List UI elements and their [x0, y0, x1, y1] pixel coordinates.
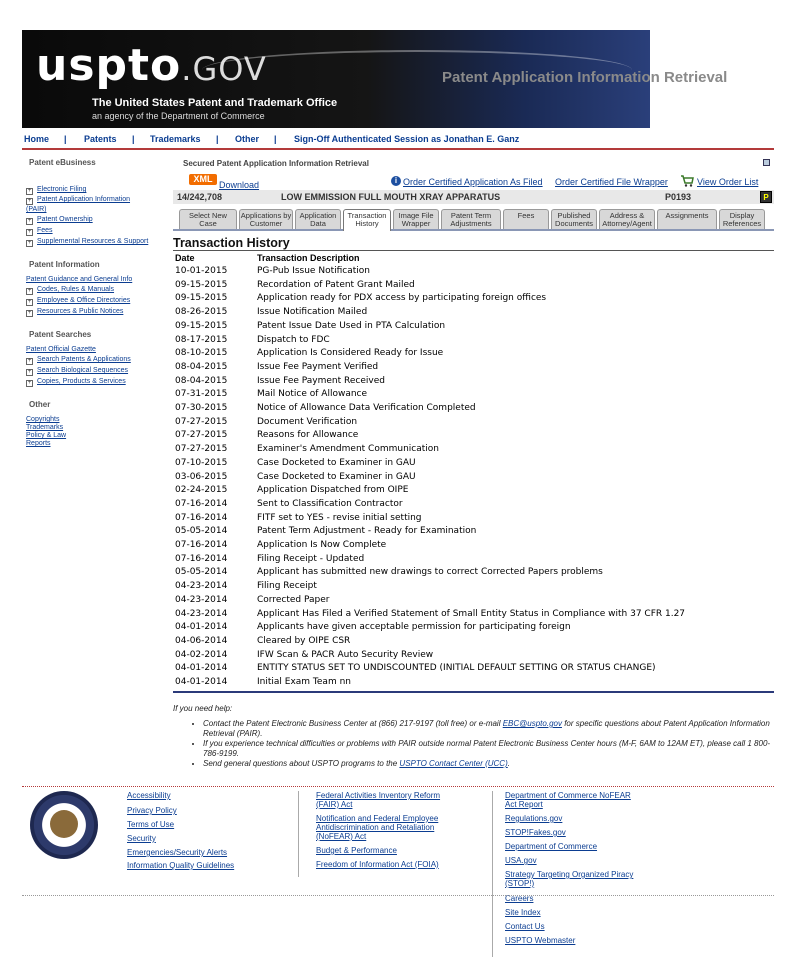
tab-applications-by-customer[interactable]: Applications by Customer: [240, 211, 292, 228]
footer-link[interactable]: Terms of Use: [127, 820, 175, 829]
transaction-date: 08-04-2015: [175, 361, 228, 372]
transaction-date: 04-02-2014: [175, 649, 228, 660]
sidebar-item-copies[interactable]: + Copies, Products & Services: [27, 378, 126, 386]
minimize-icon[interactable]: [763, 159, 770, 166]
footer-mid-rule: [22, 895, 774, 896]
expand-icon[interactable]: +: [27, 369, 32, 375]
application-number: 14/242,708: [177, 192, 223, 202]
transaction-description: Mail Notice of Allowance: [257, 389, 368, 400]
transaction-date: 05-05-2014: [175, 526, 228, 537]
footer-link[interactable]: Federal Activities Inventory Reform: [316, 791, 441, 800]
transaction-date: 07-30-2015: [175, 403, 228, 413]
transaction-date: 10-01-2015: [175, 266, 228, 276]
view-order-list-link[interactable]: View Order List: [697, 177, 759, 187]
tab-bar: [173, 209, 774, 231]
transaction-description: Applicant has submitted new drawings to correct Corrected Papers problems: [257, 567, 603, 578]
sidebar-item-codes[interactable]: + Codes, Rules & Manuals: [27, 286, 115, 294]
transaction-date: 07-10-2015: [175, 457, 228, 468]
nav-trademarks[interactable]: Trademarks: [150, 134, 201, 144]
download-link[interactable]: Download: [219, 180, 260, 190]
transaction-description: Patent Issue Date Used in PTA Calculation: [257, 320, 446, 331]
sidebar-item-trademarks[interactable]: Trademarks: [26, 424, 64, 431]
transaction-date: 03-06-2015: [175, 471, 228, 482]
footer-link[interactable]: Careers: [505, 894, 534, 903]
order-certified-file-wrapper-link[interactable]: Order Certified File Wrapper: [555, 177, 668, 187]
transaction-date: 05-05-2014: [175, 567, 228, 578]
sidebar-heading-info: Patent Information: [29, 260, 100, 269]
footer-link[interactable]: Department of Commerce: [505, 842, 598, 851]
expand-icon[interactable]: +: [27, 310, 32, 316]
sidebar-item-gazette[interactable]: Patent Official Gazette: [26, 346, 96, 353]
eagle-icon: [50, 810, 78, 838]
transaction-description: Corrected Paper: [257, 594, 330, 605]
footer-link[interactable]: STOP!Fakes.gov: [505, 828, 566, 837]
nav-separator: |: [274, 134, 277, 144]
transaction-date: 04-06-2014: [175, 635, 228, 646]
tab-published-documents[interactable]: Published Documents: [551, 209, 597, 229]
transaction-description: Application Is Considered Ready for Issue: [257, 348, 444, 359]
help-item: • If you experience technical difficulties or problems with PAIR outside normal Patent Electronic Business Center hours (M-F, 6AM to 12AM ET), please call 1 800-786-9199.: [203, 739, 774, 758]
transaction-date: 08-26-2015: [175, 307, 228, 318]
transaction-description: Application Is Now Complete: [257, 540, 387, 550]
transaction-date: 07-27-2015: [175, 430, 228, 441]
tab-image-file-wrapper[interactable]: Image File Wrapper: [393, 209, 439, 229]
tab-transaction-history[interactable]: Transaction History: [343, 209, 391, 231]
transaction-description: FITF set to YES - revise initial setting: [257, 512, 422, 523]
transaction-date: 09-15-2015: [175, 279, 228, 290]
transaction-description: PG-Pub Issue Notification: [257, 266, 370, 276]
tab-fees[interactable]: Fees: [503, 209, 549, 229]
transaction-description: Sent to Classification Contractor: [257, 498, 403, 509]
transaction-date: 07-16-2014: [175, 553, 228, 564]
transaction-description: ENTITY STATUS SET TO UNDISCOUNTED (INITIAL DEFAULT SETTING OR STATUS CHANGE): [257, 663, 656, 674]
transaction-date: 08-17-2015: [175, 334, 228, 345]
transaction-date: 07-16-2014: [175, 498, 228, 509]
transaction-description: Filing Receipt - Updated: [257, 553, 365, 564]
case-info-bar: [173, 190, 774, 204]
transaction-date: 04-01-2014: [175, 622, 228, 633]
docket-number: P0193: [665, 192, 692, 202]
footer-link[interactable]: (STOP!): [505, 879, 535, 888]
nav-signoff[interactable]: Sign-Off Authenticated Session as Jonathan E. Ganz: [294, 134, 520, 144]
sidebar-heading-other: Other: [29, 400, 51, 409]
footer-link[interactable]: (NoFEAR) Act: [316, 832, 367, 841]
transaction-date: 04-01-2014: [175, 663, 228, 674]
info-icon: i: [391, 176, 401, 186]
expand-icon[interactable]: +: [27, 240, 32, 246]
transaction-date: 07-27-2015: [175, 416, 228, 427]
transaction-description: IFW Scan & PACR Auto Security Review: [257, 649, 434, 660]
expand-icon[interactable]: +: [27, 218, 32, 224]
order-certified-application-link[interactable]: Order Certified Application As Filed: [403, 177, 543, 187]
expand-icon[interactable]: +: [27, 288, 32, 294]
pdf-icon[interactable]: P: [760, 191, 772, 203]
footer-link[interactable]: Antidiscrimination and Retaliation: [316, 823, 435, 832]
sidebar-item-bio-sequences[interactable]: + Search Biological Sequences: [27, 367, 129, 375]
footer-link[interactable]: Emergencies/Security Alerts: [127, 848, 228, 857]
tab-assignments[interactable]: Assignments: [657, 209, 717, 229]
footer-link[interactable]: Freedom of Information Act (FOIA): [316, 860, 439, 869]
top-nav: [22, 132, 774, 148]
tab-display-references[interactable]: Display References: [719, 209, 765, 229]
transaction-description: Notice of Allowance Data Verification Completed: [257, 403, 476, 413]
contact-center-link[interactable]: USPTO Contact Center (UCC): [399, 759, 508, 768]
help-lead: If you need help:: [173, 704, 233, 713]
sidebar-item-supplemental[interactable]: + Supplemental Resources & Support: [27, 238, 149, 246]
nav-home[interactable]: Home: [24, 134, 50, 144]
transaction-date: 07-27-2015: [175, 444, 228, 455]
footer-divider: [298, 791, 299, 877]
expand-icon[interactable]: +: [27, 188, 32, 194]
footer-link[interactable]: Department of Commerce NoFEAR: [505, 791, 631, 800]
title-rule: [173, 250, 774, 251]
footer-link[interactable]: Notification and Federal Employee: [316, 814, 439, 823]
help-item: • Contact the Patent Electronic Business Center at (866) 217-9197 (toll free) or e-mail EBC@uspto.gov for specific questions about Patent Application Information Retrieval (PAIR).: [203, 719, 774, 738]
expand-icon[interactable]: +: [27, 198, 32, 204]
uspto-seal: [30, 791, 98, 859]
transaction-date: 02-24-2015: [175, 485, 228, 496]
transaction-description: Case Docketed to Examiner in GAU: [257, 471, 416, 482]
tab-patent-term-adjustments[interactable]: Patent Term Adjustments: [441, 209, 501, 229]
transaction-description: Applicant Has Filed a Verified Statement of Small Entity Status in Compliance with 37 CFR 1.27: [257, 608, 686, 619]
footer-link[interactable]: Contact Us: [505, 922, 545, 931]
transaction-description: Document Verification: [257, 416, 358, 427]
nav-separator: |: [132, 134, 135, 144]
uspto-logo[interactable]: uspto.GOV: [36, 40, 267, 91]
transaction-date: 04-23-2014: [175, 608, 228, 619]
sidebar-item-copyrights[interactable]: Copyrights: [26, 416, 60, 423]
expand-icon[interactable]: +: [27, 380, 32, 386]
tab-select-new-case[interactable]: Select New Case: [179, 209, 237, 229]
transaction-description: Dispatch to FDC: [257, 334, 330, 345]
sidebar-item-patent-ownership[interactable]: + Patent Ownership: [27, 216, 93, 224]
application-title: LOW EMMISSION FULL MOUTH XRAY APPARATUS: [281, 192, 501, 202]
tab-address-attorney[interactable]: Address & Attorney/Agent: [599, 209, 655, 229]
nav-rule: [22, 148, 774, 150]
app-title: Patent Application Information Retrieval: [442, 69, 728, 86]
sidebar-item-electronic-filing[interactable]: + Electronic Filing: [27, 186, 87, 194]
column-header-description: Transaction Description: [257, 253, 360, 263]
footer-link[interactable]: Regulations.gov: [505, 814, 563, 823]
transaction-description: Case Docketed to Examiner in GAU: [257, 457, 416, 468]
transaction-description: Application Dispatched from OIPE: [257, 485, 409, 496]
transaction-description: Reasons for Allowance: [257, 430, 359, 441]
nav-patents[interactable]: Patents: [84, 134, 117, 144]
transaction-date: 04-23-2014: [175, 581, 228, 592]
nav-separator: |: [216, 134, 219, 144]
xml-icon[interactable]: XML: [189, 174, 217, 185]
footer-divider: [492, 791, 493, 957]
transaction-description: Application ready for PDX access by participating foreign offices: [257, 293, 547, 304]
ebc-email-link[interactable]: EBC@uspto.gov: [502, 719, 562, 728]
sidebar-heading-searches: Patent Searches: [29, 330, 92, 339]
sidebar-item-pair[interactable]: + Patent Application Information: [27, 196, 131, 204]
help-item: • Send general questions about USPTO programs to the USPTO Contact Center (UCC).: [203, 759, 774, 769]
transaction-date: 08-10-2015: [175, 348, 228, 359]
footer-link[interactable]: Privacy Policy: [127, 806, 177, 815]
sidebar-item-policy[interactable]: Policy & Law: [26, 432, 67, 439]
nav-separator: |: [64, 134, 67, 144]
transaction-description: Patent Term Adjustment - Ready for Examination: [257, 526, 477, 537]
transaction-description: Recordation of Patent Grant Mailed: [257, 279, 415, 290]
footer-link[interactable]: Accessibility: [127, 791, 171, 800]
transaction-date: 09-15-2015: [175, 293, 228, 304]
tab-application-data[interactable]: Application Data: [295, 209, 341, 229]
footer-link[interactable]: USA.gov: [505, 856, 537, 865]
secured-title: Secured Patent Application Information Retrieval: [183, 159, 369, 168]
footer-link[interactable]: Act Report: [505, 800, 543, 809]
transaction-description: Issue Fee Payment Verified: [257, 361, 379, 372]
sidebar-item-resources[interactable]: + Resources & Public Notices: [27, 308, 124, 316]
sidebar-item-pair-abbr[interactable]: (PAIR): [26, 206, 47, 213]
transaction-date: 08-04-2015: [175, 375, 228, 386]
footer-link[interactable]: Budget & Performance: [316, 846, 397, 855]
transaction-date: 04-01-2014: [175, 677, 228, 687]
column-header-date: Date: [175, 253, 195, 263]
cart-icon[interactable]: [680, 175, 694, 187]
footer-link[interactable]: Strategy Targeting Organized Piracy: [505, 870, 634, 879]
logo-subtitle: The United States Patent and Trademark Office: [92, 97, 338, 109]
sidebar-item-reports[interactable]: Reports: [26, 440, 51, 447]
table-bottom-rule: [173, 691, 774, 693]
sidebar-heading-ebusiness: Patent eBusiness: [29, 158, 96, 167]
transaction-date: 04-23-2014: [175, 594, 228, 605]
help-list: [173, 719, 774, 770]
sidebar-item-directories[interactable]: + Employee & Office Directories: [27, 297, 131, 305]
transaction-description: Cleared by OIPE CSR: [257, 635, 351, 646]
footer-link[interactable]: (FAIR) Act: [316, 800, 353, 809]
sidebar-item-guidance[interactable]: Patent Guidance and General Info: [26, 276, 133, 283]
footer-link[interactable]: Information Quality Guidelines: [127, 861, 235, 870]
transaction-description: Issue Notification Mailed: [257, 307, 368, 318]
sidebar-item-fees[interactable]: + Fees: [27, 227, 53, 235]
footer-link[interactable]: Site Index: [505, 908, 541, 917]
expand-icon[interactable]: +: [27, 299, 32, 305]
transaction-date: 07-16-2014: [175, 540, 228, 550]
transaction-description: Initial Exam Team nn: [257, 677, 351, 687]
nav-other[interactable]: Other: [235, 134, 260, 144]
transaction-description: Applicants have given acceptable permission for participating foreign: [257, 622, 571, 633]
expand-icon[interactable]: +: [27, 358, 32, 364]
transaction-description: Issue Fee Payment Received: [257, 375, 385, 386]
transaction-description: Examiner's Amendment Communication: [257, 444, 439, 455]
logo-agency: an agency of the Department of Commerce: [92, 111, 265, 121]
expand-icon[interactable]: +: [27, 229, 32, 235]
section-title: Transaction History: [173, 236, 290, 250]
transaction-date: 09-15-2015: [175, 320, 228, 331]
transaction-date: 07-31-2015: [175, 389, 228, 400]
footer-link[interactable]: USPTO Webmaster: [505, 936, 576, 945]
sidebar-item-search-patents[interactable]: + Search Patents & Applications: [27, 356, 131, 364]
transaction-description: Filing Receipt: [257, 581, 317, 592]
footer-rule: [22, 786, 774, 787]
footer-link[interactable]: Security: [127, 834, 156, 843]
transaction-date: 07-16-2014: [175, 512, 228, 523]
